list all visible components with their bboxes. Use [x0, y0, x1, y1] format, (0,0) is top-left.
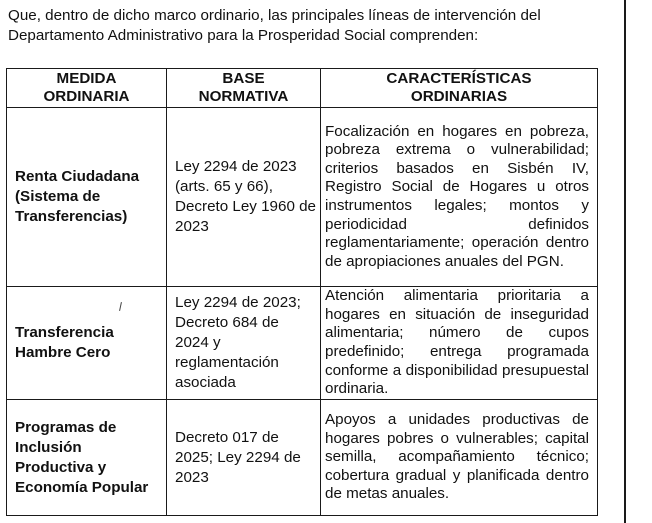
header-measure: MEDIDA ORDINARIA	[7, 69, 167, 108]
intro-paragraph	[8, 6, 618, 46]
header-legal-basis: BASE NORMATIVA	[167, 69, 321, 108]
characteristics-cell: Focalización en hogares en pobreza, pobreza extrema o vulnerabilidad; criterios basados en Sisbén IV, Registro Social de Hogares u otros instrumentos legales; montos y periodicidad definidos reglamentariamente; operación dentro de apropiaciones anuales del PGN.	[321, 108, 598, 287]
table-header-row	[7, 69, 598, 108]
measure-name-cell: Transferencia Hambre Cero	[7, 287, 167, 400]
legal-basis-cell: Decreto 017 de 2025; Ley 2294 de 2023	[167, 400, 321, 516]
intro-line-2: Departamento Administrativo para la Prosperidad Social comprenden:	[8, 27, 479, 44]
measure-name-cell: Renta Ciudadana (Sistema de Transferencias)	[7, 108, 167, 287]
legal-basis-cell: Ley 2294 de 2023 (arts. 65 y 66), Decreto Ley 1960 de 2023	[167, 108, 321, 287]
table-row	[7, 287, 598, 400]
table-row	[7, 400, 598, 516]
characteristics-cell: Apoyos a unidades productivas de hogares pobres o vulnerables; capital semilla, acompañamiento técnico; cobertura gradual y planificada dentro de metas anuales.	[321, 400, 598, 516]
measures-table	[6, 68, 598, 516]
characteristics-cell: Atención alimentaria prioritaria a hogares en situación de inseguridad alimentaria; número de cupos predefinido; entrega programada conforme a disponibilidad presupuestal ordinaria.	[321, 287, 598, 400]
intro-line-1: Que, dentro de dicho marco ordinario, las principales líneas de intervención del	[8, 7, 541, 24]
page-edge-rule	[624, 0, 626, 523]
measure-name-cell: Programas de Inclusión Productiva y Economía Popular	[7, 400, 167, 516]
header-characteristics: CARACTERÍSTICAS ORDINARIAS	[321, 69, 598, 108]
table-row	[7, 108, 598, 287]
legal-basis-cell: Ley 2294 de 2023; Decreto 684 de 2024 y reglamentación asociada	[167, 287, 321, 400]
